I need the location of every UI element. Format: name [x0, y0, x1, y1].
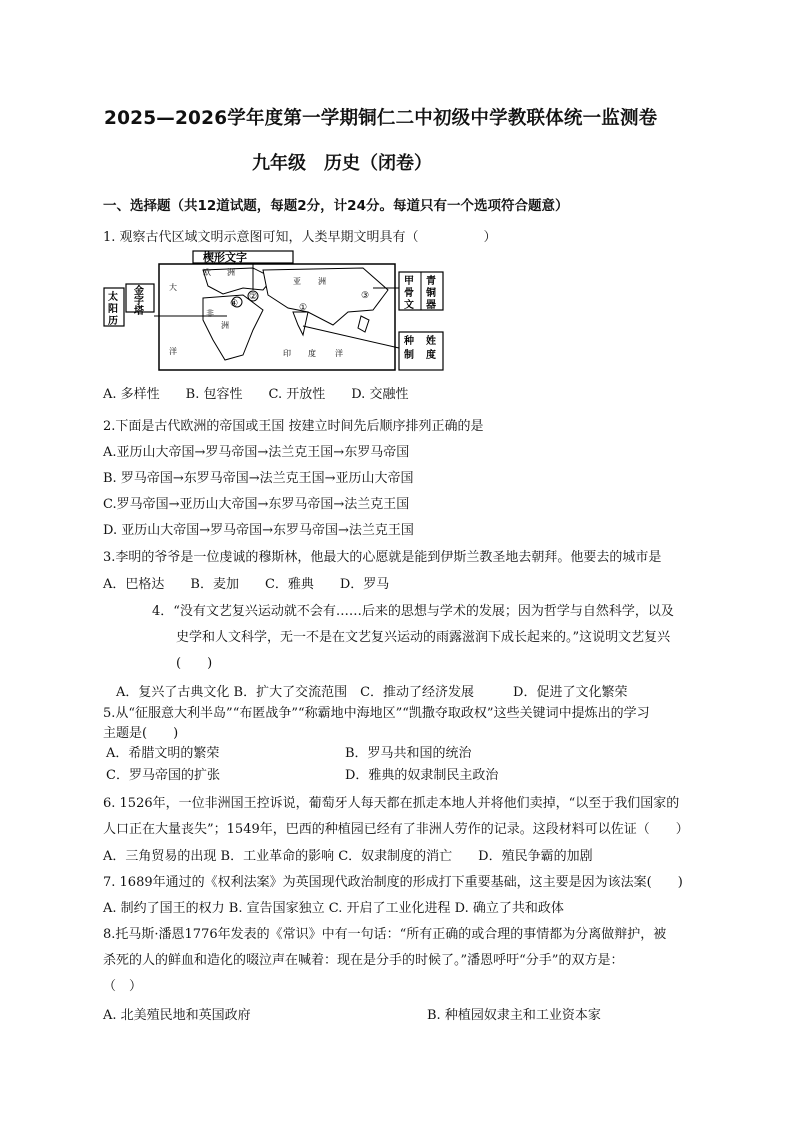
map-mark-num-2: ②: [249, 292, 258, 302]
map-mark-asia-2: 洲: [318, 277, 326, 286]
question-8-option-a: A. 北美殖民地和英国政府: [103, 1008, 251, 1023]
question-7-options: A. 制约了国王的权力 B. 宣告国家独立 C. 开启了工业化进程 D. 确立了共和政体: [103, 901, 564, 916]
label-left-2: 金字塔: [134, 286, 144, 317]
question-2-option-d: D. 亚历山大帝国→罗马帝国→东罗马帝国→法兰克王国: [103, 523, 414, 538]
map-mark-indian-1: 印: [283, 349, 291, 358]
question-2-option-b: B. 罗马帝国→东罗马帝国→法兰克王国→亚历山大帝国: [103, 471, 414, 486]
ancient-civilization-map: [103, 250, 444, 373]
label-right-bottom-1: 种制 姓度: [404, 336, 436, 361]
question-7-stem: 7. 1689年通过的《权利法案》为英国现代政治制度的形成打下重要基础，这主要是因为该法案( ): [103, 875, 683, 890]
label-right-top-1: 甲骨文: [404, 276, 414, 311]
map-mark-indian-3: 洋: [335, 349, 343, 358]
question-8-line-3: （ ）: [103, 979, 143, 994]
exam-subtitle: 九年级 历史（闭卷）: [252, 153, 432, 174]
label-left-1: 太阳历: [108, 292, 118, 327]
question-3-stem: 3.李明的爷爷是一位虔诚的穆斯林，他最大的心愿就是能到伊斯兰教圣地去朝拜。他要去的城市是: [103, 550, 662, 565]
question-6-options: A．三角贸易的出现 B．工业革命的影响 C．奴隶制度的消亡 D．殖民争霸的加剧: [103, 849, 593, 864]
question-4-line-3: ( ): [176, 656, 213, 671]
question-2-option-c: C.罗马帝国→亚历山大帝国→东罗马帝国→法兰克王国: [103, 497, 410, 512]
map-mark-num-4: ④: [230, 299, 239, 309]
question-4-options: A．复兴了古典文化 B．扩大了交流范围 C．推动了经济发展 D．促进了文化繁荣: [116, 685, 628, 700]
question-2-option-a: A.亚历山大帝国→罗马帝国→法兰克王国→东罗马帝国: [103, 445, 410, 460]
map-mark-asia-1: 亚: [293, 277, 301, 286]
question-5-option-a: A．希腊文明的繁荣: [106, 746, 220, 761]
question-8-line-1: 8.托马斯·潘恩1776年发表的《常识》中有一句话：“所有正确的或合理的事情都为分离做辩护，被: [103, 927, 667, 942]
question-5-line-2: 主题是( ): [103, 726, 179, 741]
question-5-option-c: C．罗马帝国的扩张: [106, 768, 220, 783]
question-5-option-b: B．罗马共和国的统治: [345, 746, 472, 761]
question-5-option-d: D．雅典的奴隶制民主政治: [345, 768, 499, 783]
question-1-stem: 1. 观察古代区域文明示意图可知，人类早期文明具有（ ）: [103, 230, 497, 245]
question-2-stem: 2.下面是古代欧洲的帝国或王国 按建立时间先后顺序排列正确的是: [103, 419, 484, 434]
map-mark-africa-2: 洲: [221, 321, 229, 330]
map-mark-num-3: ③: [361, 291, 370, 301]
question-8-option-b: B. 种植园奴隶主和工业资本家: [427, 1008, 601, 1023]
map-mark-africa-1: 非: [206, 309, 214, 318]
question-4-line-1: 4．“没有文艺复兴运动就不会有……后来的思想与学术的发展；因为哲学与自然科学，以及: [152, 604, 674, 619]
map-mark-europe-1: 欧: [203, 268, 211, 277]
map-mark-indian-2: 度: [308, 349, 316, 358]
question-3-options: A．巴格达 B．麦加 C．雅典 D．罗马: [103, 577, 390, 592]
map-mark-yang-1: 洋: [169, 347, 177, 356]
section-heading: 一、选择题（共12道试题，每题2分，计24分。每道只有一个选项符合题意）: [103, 198, 569, 214]
question-6-line-1: 6. 1526年，一位非洲国王控诉说，葡萄牙人每天都在抓走本地人并将他们卖掉，“以至于我们国家的: [103, 796, 680, 811]
question-8-line-2: 杀死的人的鲜血和造化的啜泣声在喊着：现在是分手的时候了。”潘恩呼吁“分手”的双方是：: [103, 953, 624, 968]
question-6-line-2: 人口正在大量丧失”；1549年，巴西的种植园已经有了非洲人劳作的记录。这段材料可以佐证（ ）: [103, 822, 689, 837]
map-mark-num-1: ①: [299, 303, 308, 313]
label-top: 楔形文字: [203, 251, 247, 264]
question-4-line-2: 史学和人文科学，无一不是在文艺复兴运动的雨露滋润下成长起来的。”这说明文艺复兴: [176, 630, 671, 645]
exam-title: 2025—2026学年度第一学期铜仁二中初级中学教联体统一监测卷: [104, 108, 658, 129]
question-1-options: A. 多样性 B. 包容性 C. 开放性 D. 交融性: [103, 387, 409, 402]
question-5-line-1: 5.从“征服意大利半岛”“布匿战争”“称霸地中海地区”“凯撒夺取政权”这些关键词中提炼出的学习: [103, 706, 650, 721]
map-mark-da: 大: [169, 283, 177, 292]
label-right-top-2: 青铜器: [426, 276, 436, 311]
map-mark-europe-2: 洲: [227, 268, 235, 277]
